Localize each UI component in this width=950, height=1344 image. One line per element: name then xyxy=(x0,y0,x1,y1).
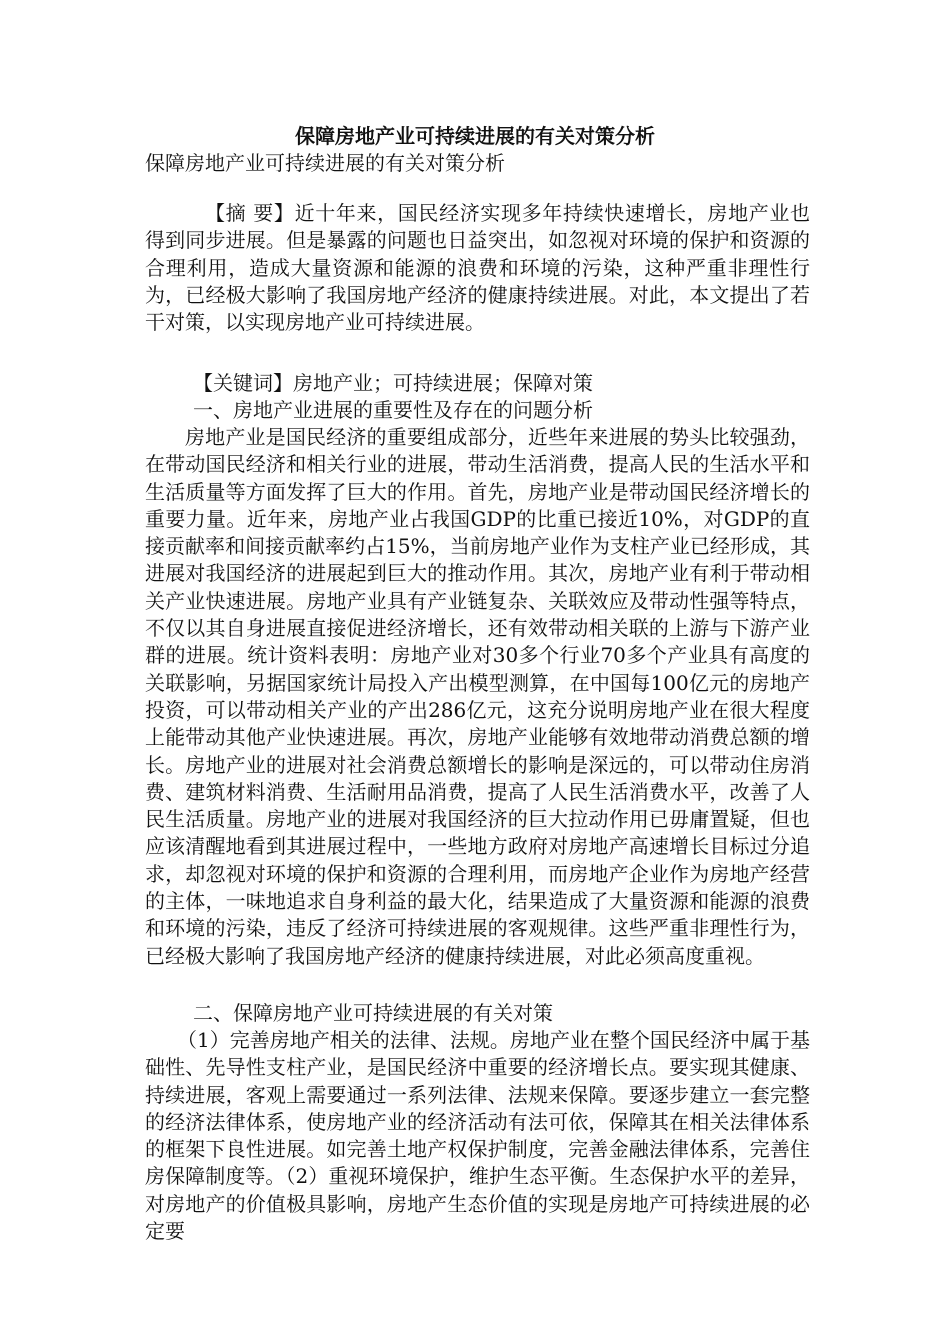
keywords-line: 【关键词】房地产业；可持续进展；保障对策 xyxy=(193,371,593,395)
section-1-paragraph: 房地产业是国民经济的重要组成部分，近些年来进展的势头比较强劲，在带动国民经济和相关行业的进展，带动生活消费，提高人民的生活水平和生活质量等方面发挥了巨大的作用。首先，房地产业是带动国民经济增长的重要力量。近年来，房地产业占我国GDP的比重已接近10%，对GDP的直接贡献率和间接贡献率约占15%，当前房地产业作为支柱产业已经形成，其进展对我国经济的进展起到巨大的推动作用。其次，房地产业有利于带动相关产业快速进展。房地产业具有产业链复杂、关联效应及带动性强等特点，不仅以其自身进展直接促进经济增长，还有效带动相关联的上游与下游产业群的进展。统计资料表明：房地产业对30多个行业70多个产业具有高度的关联影响，另据国家统计局投入产出模型测算，在中国每100亿元的房地产投资，可以带动相关产业的产出286亿元，这充分说明房地产业在很大程度上能带动其他产业快速进展。再次，房地产业能够有效地带动消费总额的增长。房地产业的进展对社会消费总额增长的影响是深远的，可以带动住房消费、建筑材料消费、生活耐用品消费，提高了人民生活消费水平，改善了人民生活质量。房地产业的进展对我国经济的巨大拉动作用已毋庸置疑，但也应该清醒地看到其进展过程中，一些地方政府对房地产高速增长目标过分追求，却忽视对环境的保护和资源的合理利用，而房地产企业作为房地产经营的主体，一味地追求自身利益的最大化，结果造成了大量资源和能源的浪费和环境的污染，违反了经济可持续进展的客观规律。这些严重非理性行为，已经极大影响了我国房地产经济的健康持续进展，对此必须高度重视。 xyxy=(145,425,810,968)
document-subtitle: 保障房地产业可持续进展的有关对策分析 xyxy=(145,151,505,175)
section-1-heading: 一、房地产业进展的重要性及存在的问题分析 xyxy=(193,398,593,422)
abstract-paragraph: 【摘 要】近十年来，国民经济实现多年持续快速增长，房地产业也得到同步进展。但是暴露的问题也日益突出，如忽视对环境的保护和资源的合理利用，造成大量资源和能源的浪费和环境的污染，这种严重非理性行为，已经极大影响了我国房地产经济的健康持续进展。对此，本文提出了若干对策，以实现房地产业可持续进展。 xyxy=(145,201,810,335)
section-2-heading: 二、保障房地产业可持续进展的有关对策 xyxy=(193,1001,553,1025)
document-title: 保障房地产业可持续进展的有关对策分析 xyxy=(295,124,655,148)
section-2-paragraph: （1）完善房地产相关的法律、法规。房地产业在整个国民经济中属于基础性、先导性支柱产业，是国民经济中重要的经济增长点。要实现其健康、持续进展，客观上需要通过一系列法律、法规来保障。要逐步建立一套完整的经济法律体系，使房地产业的经济活动有法可依，保障其在相关法律体系的框架下良性进展。如完善土地产权保护制度，完善金融法律体系，完善住房保障制度等。（2）重视环境保护，维护生态平衡。生态保护水平的差异，对房地产的价值极具影响，房地产生态价值的实现是房地产可持续进展的必定要 xyxy=(145,1028,810,1244)
